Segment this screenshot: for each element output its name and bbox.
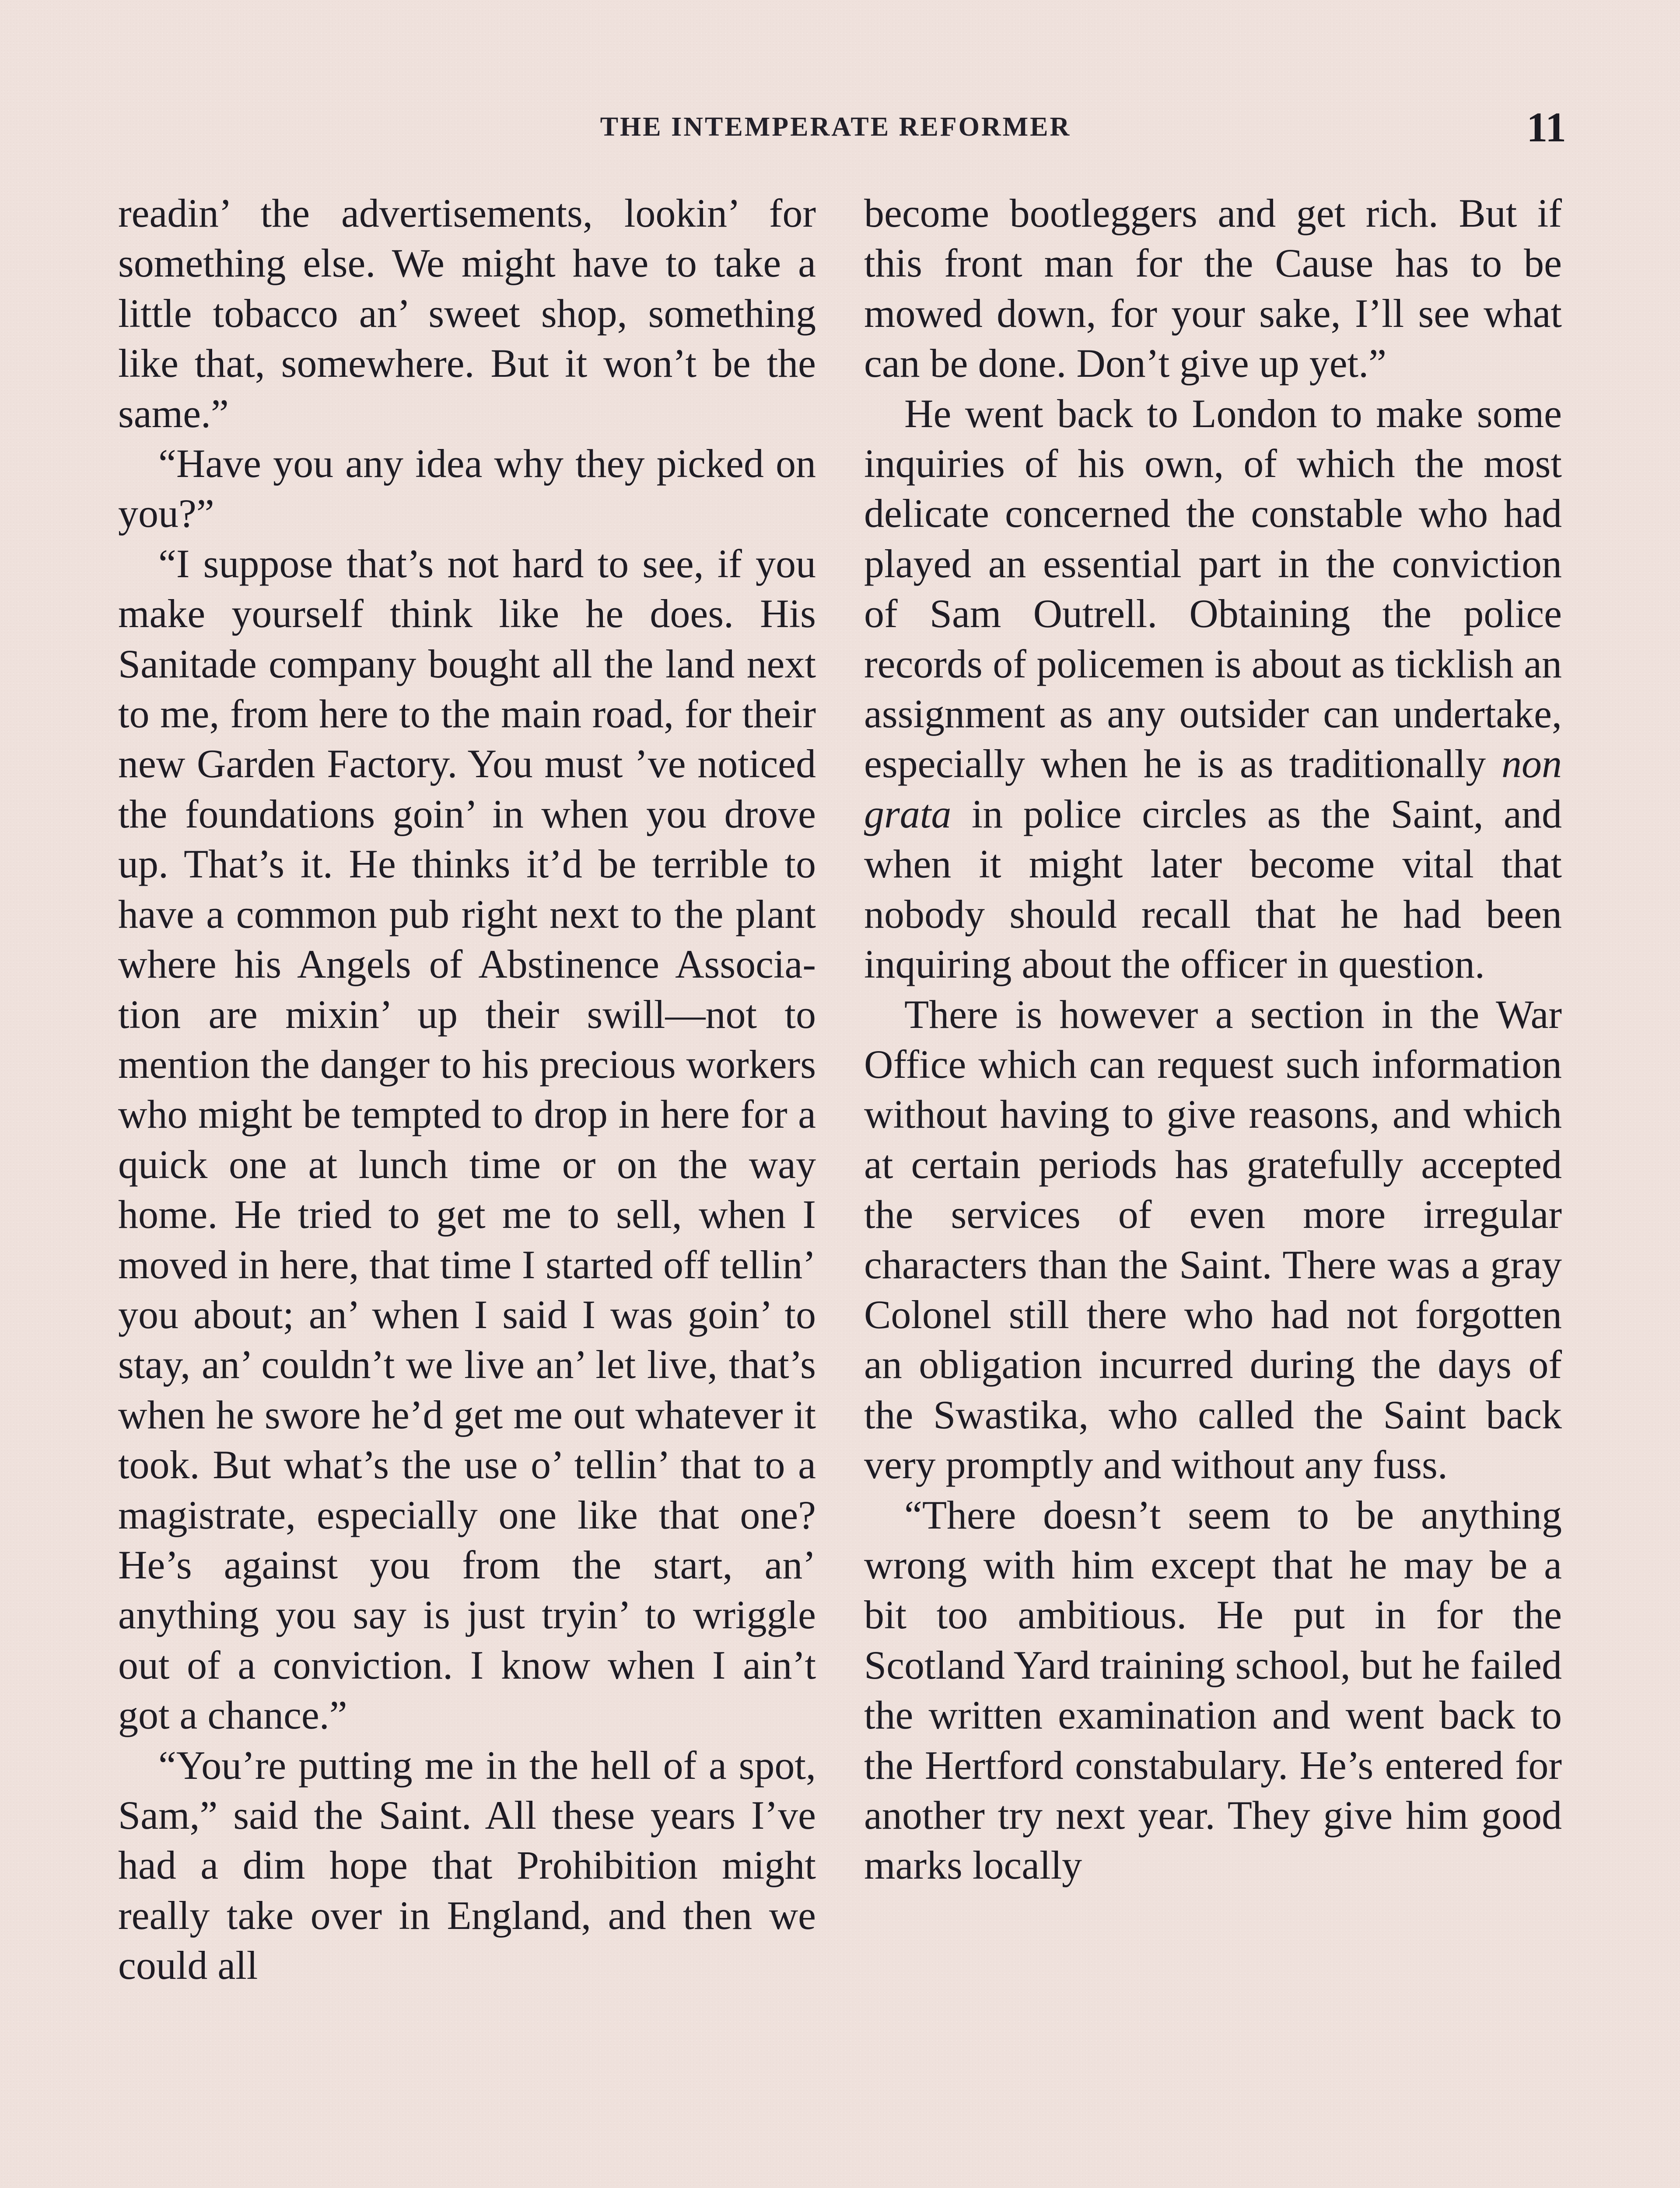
paragraph: “I suppose that’s not hard to see, if you make yourself think like he does. His Sanitade company bought all the land next to me, from here to the main road, for their new Garden Factory. You must ’ve noticed the foundations goin’ in when you drove up. That’s it. He thinks it’d be terrible to have a common pub right next to the plant where his Angels of Abstinence Association are mixin’ up their swill—not to mention the danger to his precious workers who might be tempted to drop in here for a quick one at lunch time or on the way home. He tried to get me to sell, when I moved in here, that time I started off tellin’ you about; an’ when I said I was goin’ to stay, an’ couldn’t we live an’ let live, that’s when he swore he’d get me out whatever it took. But what’s the use o’ tellin’ that to a magistrate, especially one like that one? He’s against you from the start, an’ anything you say is just tryin’ to wriggle out of a conviction. I know when I ain’t got a chance.” (118, 541, 816, 1738)
paragraph: There is however a section in the War Office which can request such information without having to give reasons, and which at certain periods has gratefully accepted the services of even more irregular characters than the Saint. There was a gray Colonel still there who had not forgotten an obligation incurred during the days of the Swastika, who called the Saint back very promptly and without any fuss. (864, 992, 1562, 1487)
paragraph-continued: become bootleggers and get rich. But if this front man for the Cause has to be mowed down, for your sake, I’ll see what can be done. Don’t give up yet.” (864, 191, 1562, 386)
paragraph-text: He went back to London to make some inquiries of his own, of which the most delicate concerned the constable who had played an essential part in the conviction of Sam Outrell. Obtaining the police records of policemen is about as ticklish an assignment as any outsider can undertake, especially when he is as traditionally (864, 391, 1562, 786)
paragraph-text: in police circles as the Saint, and when it might later become vital that nobody should recall that he had been inquiring about the officer in question. (864, 791, 1562, 987)
page-number: 11 (1526, 104, 1566, 151)
running-head: THE INTEMPERATE REFORMER (600, 112, 1071, 142)
paragraph: “You’re putting me in the hell of a spot, Sam,” said the Saint. All these years I’ve had a dim hope that Prohibition might really take over in England, and then we could all (118, 1743, 816, 1988)
right-column (864, 188, 1562, 1890)
paragraph: “Have you any idea why they picked on you?” (118, 441, 816, 536)
paragraph (864, 389, 1562, 989)
paragraph: “There doesn’t seem to be anything wrong with him except that he may be a bit too ambitious. He put in for the Scotland Yard training school, but he failed the written examination and went back to the Hertford constabulary. He’s entered for another try next year. They give him good marks locally (864, 1492, 1562, 1888)
paragraph-continued: readin’ the advertisements, lookin’ for something else. We might have to take a little tobacco an’ sweet shop, something like that, somewhere. But it won’t be the same.” (118, 191, 816, 436)
left-column (118, 188, 816, 1991)
italic-phrase: non grata (864, 741, 1562, 836)
